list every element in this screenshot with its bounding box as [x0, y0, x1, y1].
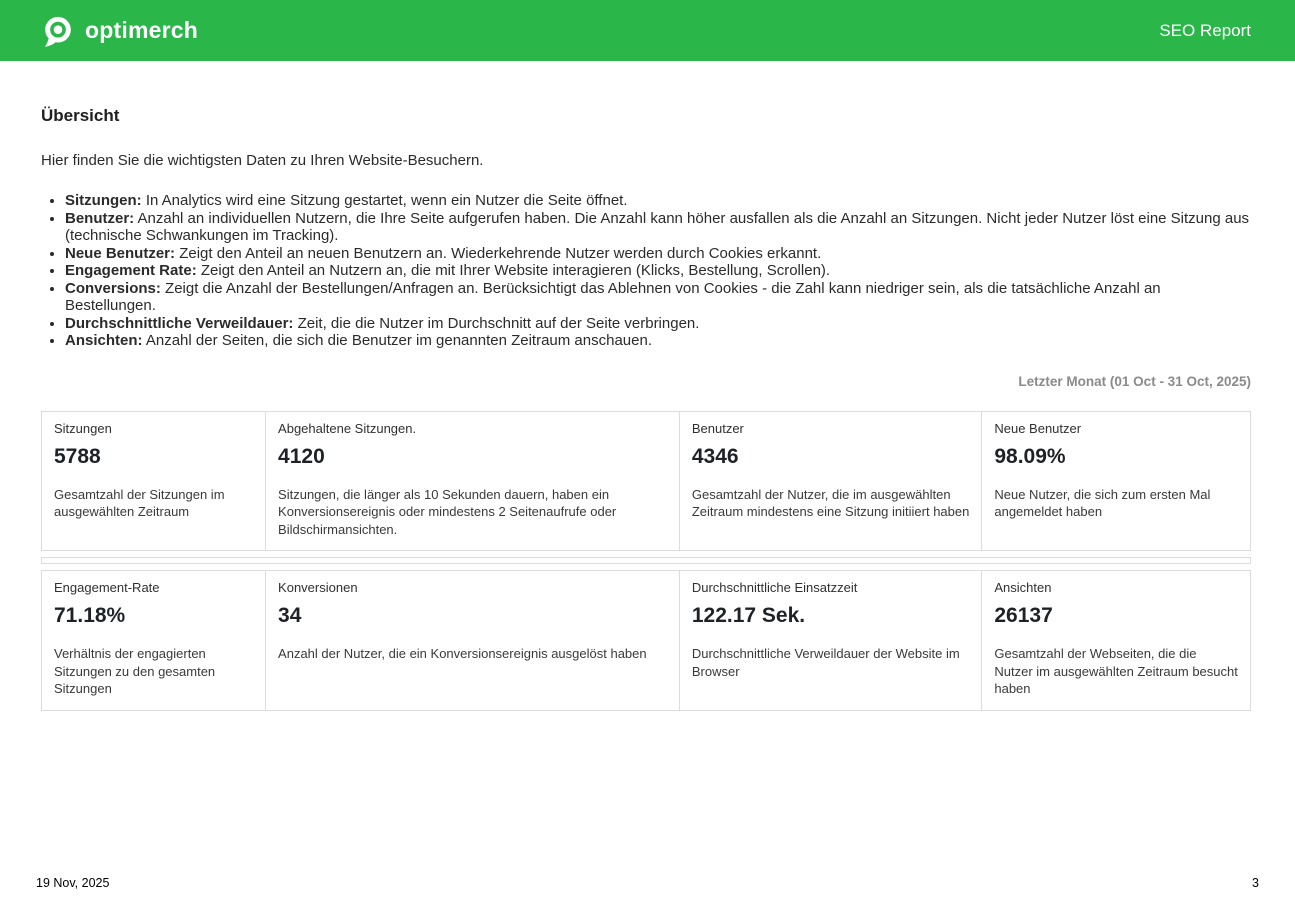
- definition-term: Conversions:: [65, 279, 161, 297]
- metric-card-engagement-rate: [41, 570, 266, 711]
- metric-card-ansichten: [982, 570, 1251, 711]
- definition-item-verweildauer: [65, 315, 1251, 333]
- metric-value: 34: [278, 604, 302, 627]
- definition-text: Zeigt die Anzahl der Bestellungen/Anfragen an. Berücksichtigt das Ablehnen von Cookies - die Zahl kann niedriger sein, als die tatsächliche Anzahl an Bestellungen.: [65, 279, 1161, 314]
- brand-logo: [40, 13, 198, 49]
- metric-description: Gesamtzahl der Sitzungen im ausgewählten Zeitraum: [54, 486, 225, 519]
- metrics-spacer-row: [41, 557, 1251, 564]
- metric-label: Durchschnittliche Einsatzzeit: [691, 580, 858, 595]
- definition-text: Zeit, die die Nutzer im Durchschnitt auf der Seite verbringen.: [297, 314, 700, 332]
- metric-description: Gesamtzahl der Webseiten, die die Nutzer im ausgewählten Zeitraum besucht haben: [994, 646, 1238, 696]
- metric-value: 98.09%: [994, 444, 1066, 468]
- definition-text: Anzahl an individuellen Nutzern, die Ihre Seite aufgerufen haben. Die Anzahl kann höher ausfallen als die Anzahl an Sitzungen. Nicht jeder Nutzer löst eine Sitzung aus (technische Schwankungen im Tracking).: [65, 209, 1250, 244]
- metric-description: Neue Nutzer, die sich zum ersten Mal angemeldet haben: [994, 486, 1211, 519]
- definition-item-conversions: [65, 280, 1251, 315]
- metric-card-sitzungen: [41, 411, 266, 552]
- metric-card-benutzer: [680, 411, 983, 552]
- metric-label: Konversionen: [278, 580, 358, 595]
- definition-term: Sitzungen:: [65, 192, 142, 209]
- definition-item-sitzungen: [65, 192, 1251, 210]
- metric-card-einsatzzeit: [680, 570, 983, 711]
- definition-item-benutzer: [65, 210, 1251, 245]
- metric-description: Anzahl der Nutzer, die ein Konversionsereignis ausgelöst haben: [278, 646, 647, 661]
- definition-text: Zeigt den Anteil an Nutzern an, die mit Ihrer Website interagieren (Klicks, Bestellung, Scrollen).: [200, 262, 831, 279]
- definition-term: Durchschnittliche Verweildauer:: [65, 314, 294, 332]
- metric-label: Ansichten: [994, 580, 1052, 595]
- metric-value: 4346: [691, 444, 739, 468]
- definition-text: In Analytics wird eine Sitzung gestartet, wenn ein Nutzer die Seite öffnet.: [145, 192, 628, 209]
- period-label: Letzter Monat (01 Oct - 31 Oct, 2025): [1018, 373, 1251, 389]
- definition-text: Anzahl der Seiten, die sich die Benutzer im genannten Zeitraum anschauen.: [145, 332, 652, 349]
- metric-label: Engagement-Rate: [54, 580, 160, 595]
- metric-label: Abgehaltene Sitzungen.: [278, 420, 417, 436]
- page-content: [0, 106, 1295, 717]
- metric-value: 26137: [994, 604, 1053, 627]
- definitions-list: [41, 192, 1251, 350]
- definition-term: Engagement Rate:: [65, 262, 197, 279]
- metric-card-konversionen: [266, 570, 680, 711]
- metric-description: Gesamtzahl der Nutzer, die im ausgewählten Zeitraum mindestens eine Sitzung initiiert haben: [691, 486, 970, 519]
- definition-term: Neue Benutzer:: [65, 244, 176, 262]
- metrics-row-1: [41, 411, 1251, 552]
- metric-description: Durchschnittliche Verweildauer der Website im Browser: [691, 646, 960, 679]
- metric-value: 5788: [54, 444, 101, 468]
- definition-term: Benutzer:: [65, 209, 135, 227]
- brand-logo-icon: [40, 13, 76, 49]
- page-footer: [36, 876, 1259, 890]
- metrics-table: [41, 405, 1251, 717]
- definition-term: Ansichten:: [65, 332, 143, 349]
- report-title: SEO Report: [1159, 20, 1251, 40]
- metric-card-neue-benutzer: [982, 411, 1251, 552]
- metric-value: 122.17 Sek.: [691, 604, 806, 627]
- page-number: 3: [1252, 876, 1259, 890]
- page-title: Übersicht: [41, 106, 120, 125]
- metrics-row-2: [41, 570, 1251, 711]
- metric-value: 4120: [278, 444, 325, 468]
- definition-item-neue-benutzer: [65, 245, 1251, 263]
- definition-item-engagement-rate: [65, 262, 1251, 280]
- intro-text: Hier finden Sie die wichtigsten Daten zu Ihren Website-Besuchern.: [41, 152, 484, 169]
- footer-date: 19 Nov, 2025: [36, 876, 110, 890]
- metric-description: Sitzungen, die länger als 10 Sekunden dauern, haben ein Konversionsereignis oder mindestens 2 Seitenaufrufe oder Bildschirmansichten.: [278, 486, 617, 537]
- metric-description: Verhältnis der engagierten Sitzungen zu den gesamten Sitzungen: [54, 646, 216, 696]
- metric-label: Sitzungen: [54, 420, 112, 436]
- metric-card-abgehaltene-sitzungen: [266, 411, 680, 552]
- definition-text: Zeigt den Anteil an neuen Benutzern an. Wiederkehrende Nutzer werden durch Cookies erkannt.: [179, 244, 822, 262]
- metric-label: Benutzer: [691, 420, 744, 436]
- metric-value: 71.18%: [54, 604, 126, 627]
- metric-label: Neue Benutzer: [994, 420, 1082, 436]
- brand-name: optimerch: [85, 17, 198, 43]
- header-bar: [0, 0, 1295, 61]
- definition-item-ansichten: [65, 332, 1251, 350]
